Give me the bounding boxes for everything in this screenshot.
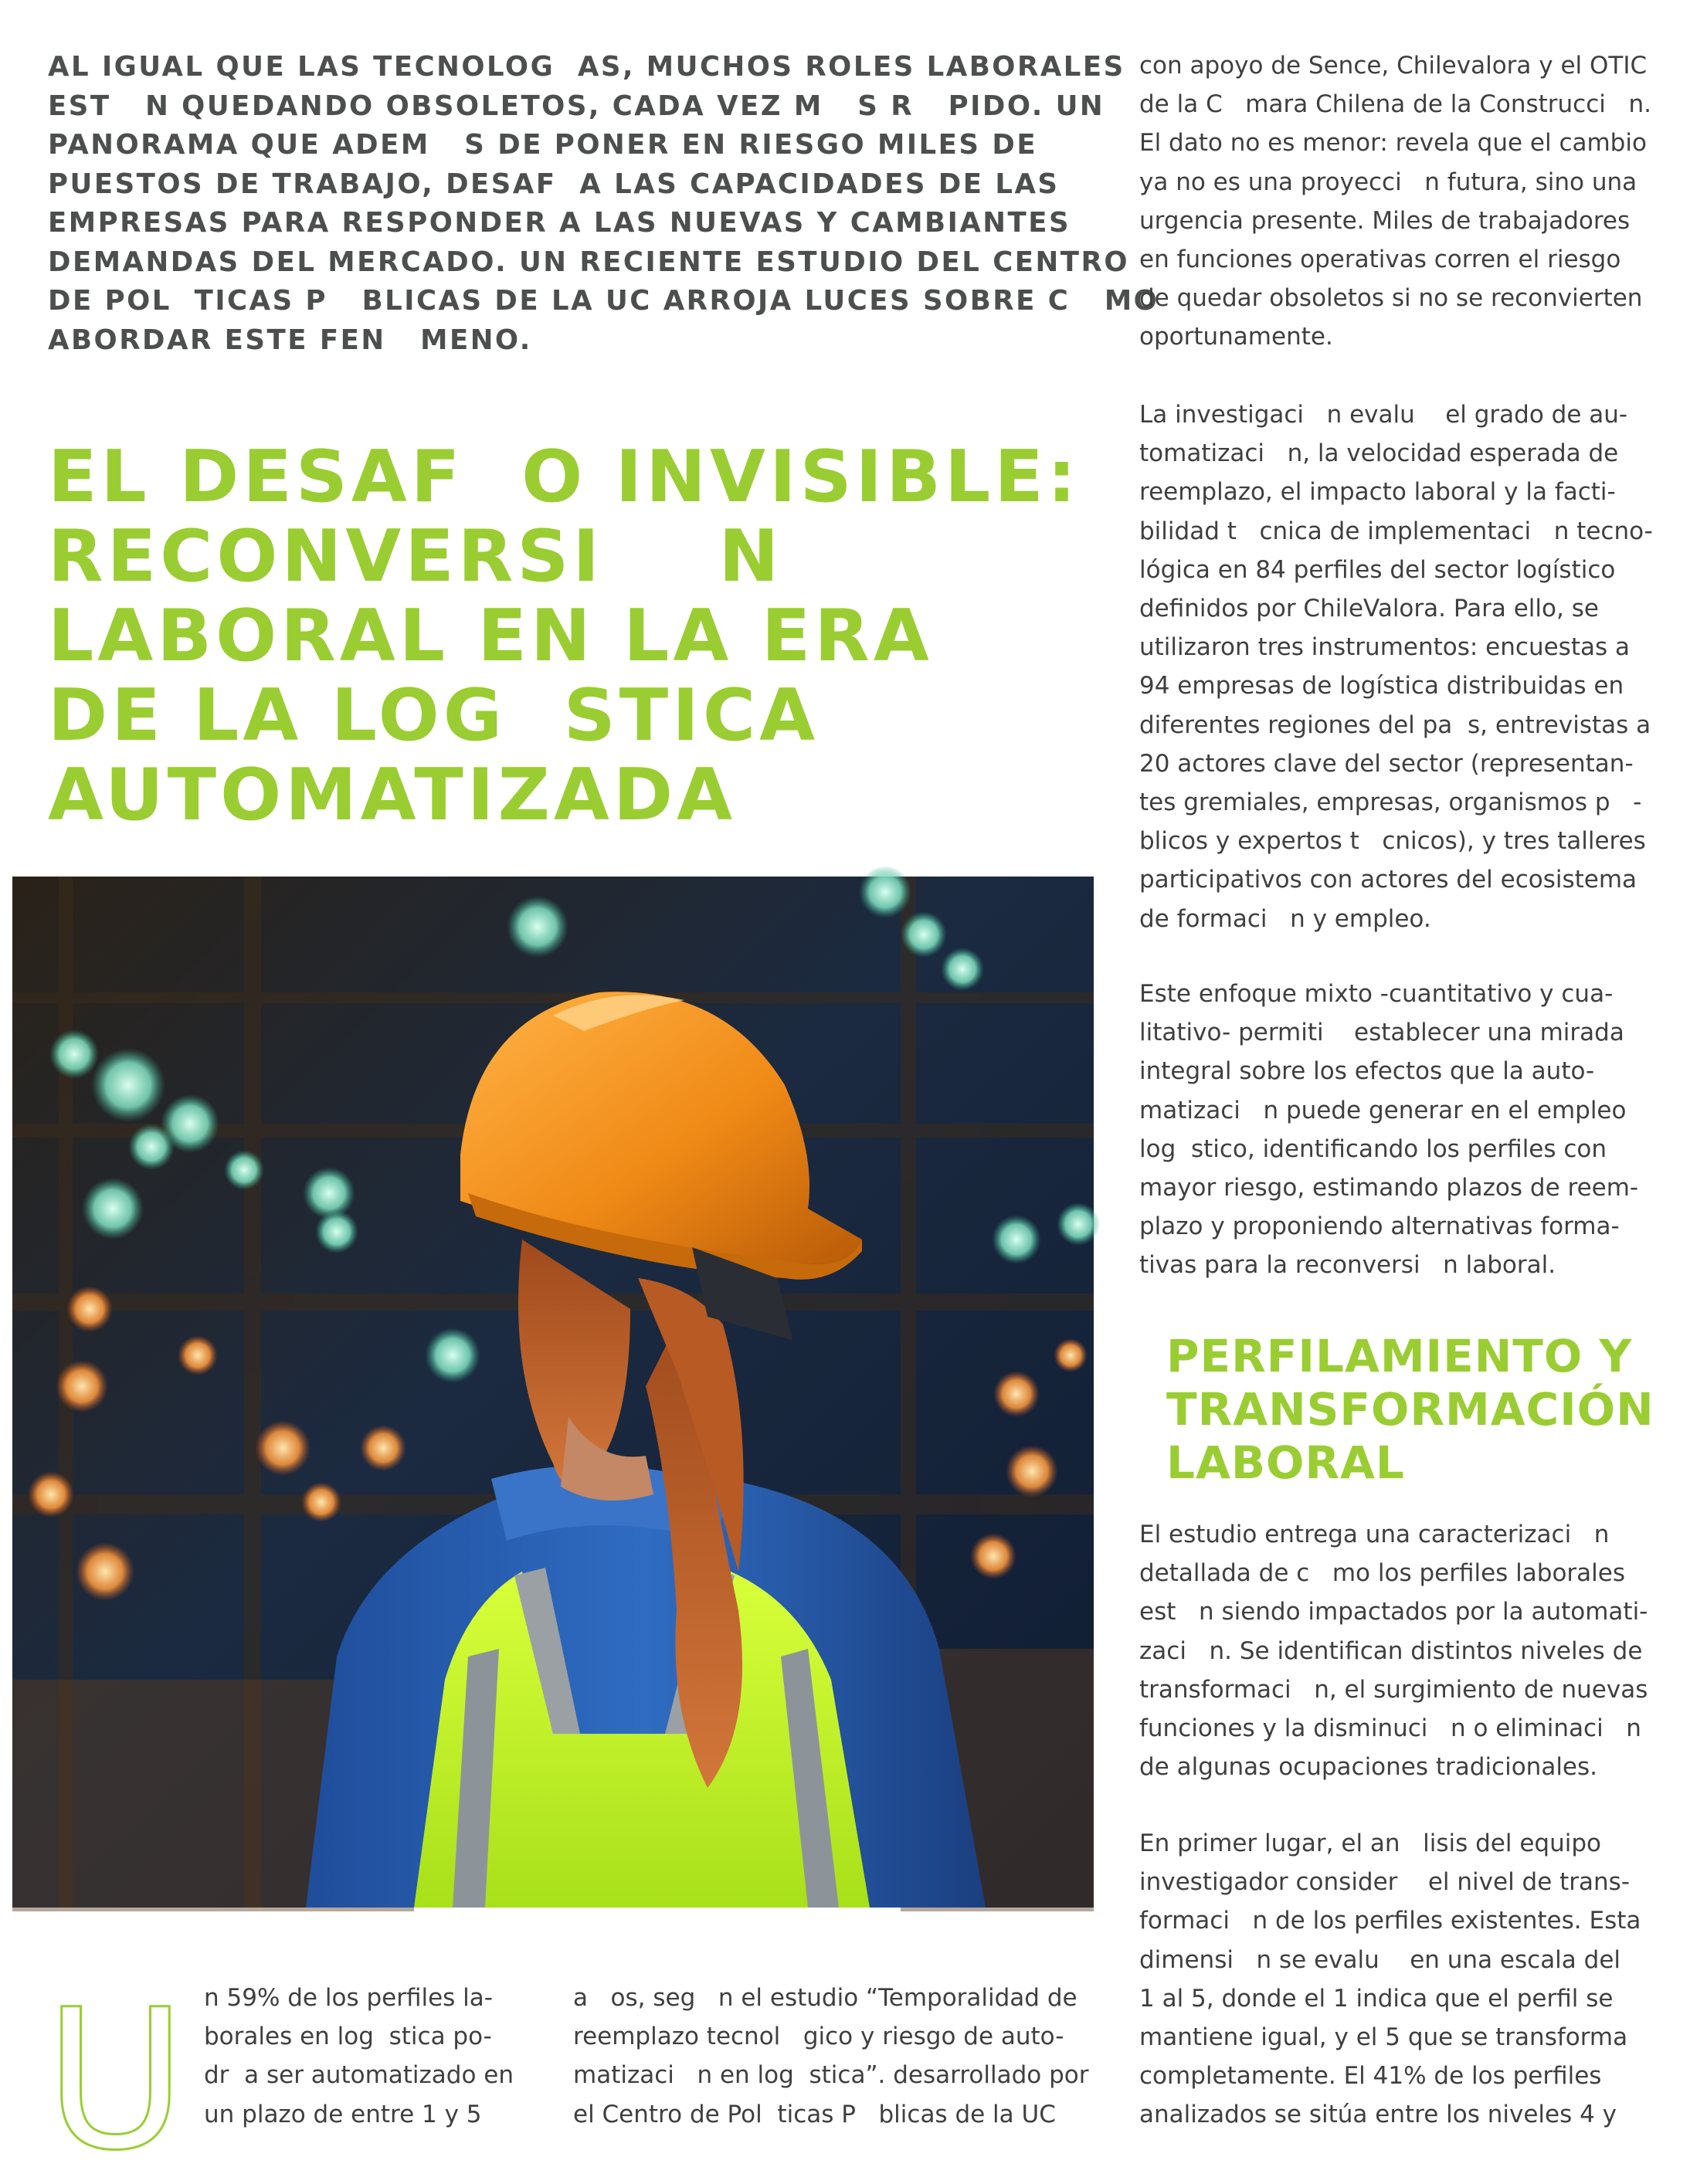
lead-line: AL IGUAL QUE LAS TECNOLOG AS, MUCHOS ROLES LABORALES	[48, 51, 1125, 83]
text-line: litativo- permiti establecer una mirada	[1139, 1019, 1624, 1047]
text-line: est n siendo impactados por la automati-	[1139, 1598, 1648, 1626]
text-line: Este enfoque mixto -cuantitativo y cua-	[1139, 980, 1614, 1008]
bottom-column-paragraph	[573, 1979, 1098, 2134]
lead-line: DE POL TICAS P BLICAS DE LA UC ARROJA LUCES SOBRE C MO	[48, 285, 1159, 317]
text-line: dr a ser automatizado en	[204, 2061, 514, 2090]
text-line: urgencia presente. Miles de trabajadores	[1139, 206, 1631, 235]
worker-illustration	[12, 877, 1094, 1908]
text-line: borales en log stica po-	[204, 2023, 492, 2051]
text-line: dimensi n se evalu en una escala del	[1139, 1945, 1621, 1974]
text-line: El dato no es menor: revela que el cambio	[1139, 129, 1647, 158]
text-line: log stico, identificando los perfiles con	[1139, 1134, 1607, 1163]
text-line: mantiene igual, y el 5 que se transforma	[1139, 2023, 1628, 2052]
text-line: transformaci n, el surgimiento de nuevas	[1139, 1675, 1648, 1704]
lead-line: ABORDAR ESTE FEN MENO.	[48, 324, 532, 356]
text-line: de formaci n y empleo.	[1139, 904, 1431, 933]
text-line: ya no es una proyecci n futura, sino una	[1139, 168, 1637, 196]
article-lead	[48, 48, 1159, 360]
subhead-line: PERFILAMIENTO Y	[1166, 1330, 1633, 1382]
text-line: analizados se sitúa entre los niveles 4 y	[1139, 2101, 1617, 2129]
text-line: n 59% de los perfiles la-	[204, 1984, 493, 2012]
text-line: matizaci n puede generar en el empleo	[1139, 1096, 1627, 1124]
lead-line: EMPRESAS PARA RESPONDER A LAS NUEVAS Y CAMBIANTES	[48, 207, 1071, 239]
text-line: mayor riesgo, estimando plazos de reem-	[1139, 1174, 1639, 1202]
text-line: un plazo de entre 1 y 5	[204, 2100, 482, 2128]
lead-line: PUESTOS DE TRABAJO, DESAF A LAS CAPACIDADES DE LAS	[48, 168, 1060, 200]
text-line: lógica en 84 perfiles del sector logístico	[1139, 555, 1616, 584]
hero-photo	[12, 877, 1094, 1908]
text-line: La investigaci n evalu el grado de au-	[1139, 401, 1628, 429]
text-line: completamente. El 41% de los perfiles	[1139, 2062, 1602, 2091]
headline-line: RECONVERSI N	[48, 514, 783, 598]
text-line: reemplazo, el impacto laboral y la facti-	[1139, 478, 1616, 507]
text-line: de la C mara Chilena de la Construcci n.	[1139, 90, 1651, 119]
subhead-line: TRANSFORMACIÓN	[1166, 1383, 1654, 1436]
text-line: detallada de c mo los perfiles laborales	[1139, 1559, 1626, 1588]
dropcap-letter	[39, 1968, 186, 2184]
headline-line: LABORAL EN LA ERA	[48, 594, 933, 677]
text-line: diferentes regiones del pa s, entrevistas a	[1139, 710, 1651, 739]
text-line: tes gremiales, empresas, organismos p -	[1139, 788, 1642, 817]
text-line: zaci n. Se identifican distintos niveles de	[1139, 1636, 1643, 1665]
text-line: blicos y expertos t cnicos), y tres talleres	[1139, 827, 1646, 856]
text-line: definidos por ChileValora. Para ello, se	[1139, 595, 1599, 623]
article-headline	[48, 437, 1098, 835]
text-line: formaci n de los perfiles existentes. Esta	[1139, 1907, 1641, 1935]
dropcap-u-outline	[39, 1968, 186, 2184]
text-line: integral sobre los efectos que la auto-	[1139, 1057, 1595, 1086]
text-line: participativos con actores del ecosistema	[1139, 866, 1637, 894]
svg-text:U: U	[45, 1968, 186, 2184]
section-subheading	[1166, 1330, 1692, 1490]
headline-line: AUTOMATIZADA	[48, 753, 737, 836]
text-line: 1 al 5, donde el 1 indica que el perfil se	[1139, 1984, 1614, 2013]
text-line: a os, seg n el estudio “Temporalidad de	[573, 1984, 1077, 2012]
text-line: en funciones operativas corren el riesgo	[1139, 246, 1621, 274]
right-column-paragraph	[1139, 1515, 1665, 1786]
text-line: el Centro de Pol ticas P blicas de la UC	[573, 2100, 1056, 2128]
text-line: oportunamente.	[1139, 323, 1333, 351]
lead-line: DEMANDAS DEL MERCADO. UN RECIENTE ESTUDIO DEL CENTRO	[48, 246, 1129, 278]
text-line: El estudio entrega una caracterizaci n	[1139, 1521, 1610, 1548]
lead-line: PANORAMA QUE ADEM S DE PONER EN RIESGO MILES DE	[48, 129, 1038, 161]
text-line: plazo y proponiendo alternativas forma-	[1139, 1212, 1620, 1241]
lead-line: EST N QUEDANDO OBSOLETOS, CADA VEZ M S R PIDO. UN	[48, 90, 1105, 122]
text-line: 20 actores clave del sector (representan-	[1139, 749, 1634, 778]
headline-line: DE LA LOG STICA	[48, 673, 820, 757]
text-line: con apoyo de Sence, Chilevalora y el OTIC	[1139, 52, 1648, 80]
right-column-paragraph	[1139, 1824, 1665, 2135]
text-line: funciones y la disminuci n o eliminaci n	[1139, 1714, 1641, 1743]
text-line: bilidad t cnica de implementaci n tecno-	[1139, 517, 1653, 545]
right-column-paragraph	[1139, 395, 1665, 938]
text-line: de quedar obsoletos si no se reconvierten	[1139, 284, 1643, 313]
text-line: matizaci n en log stica”. desarrollado por	[573, 2061, 1089, 2090]
text-line: reemplazo tecnol gico y riesgo de auto-	[573, 2023, 1064, 2051]
headline-line: EL DESAF O INVISIBLE:	[48, 435, 1081, 518]
text-line: tivas para la reconversi n laboral.	[1139, 1251, 1556, 1280]
text-line: En primer lugar, el an lisis del equipo	[1139, 1830, 1601, 1857]
subhead-line: LABORAL	[1166, 1436, 1405, 1489]
text-line: 94 empresas de logística distribuidas en	[1139, 672, 1624, 700]
text-line: investigador consider el nivel de trans-	[1139, 1868, 1631, 1897]
text-line: utilizaron tres instrumentos: encuestas a	[1139, 633, 1630, 662]
text-line: tomatizaci n, la velocidad esperada de	[1139, 439, 1619, 468]
right-column-paragraph	[1139, 46, 1665, 357]
text-line: de algunas ocupaciones tradicionales.	[1139, 1753, 1598, 1782]
bottom-column-paragraph	[204, 1979, 536, 2134]
right-column-paragraph	[1139, 975, 1665, 1285]
